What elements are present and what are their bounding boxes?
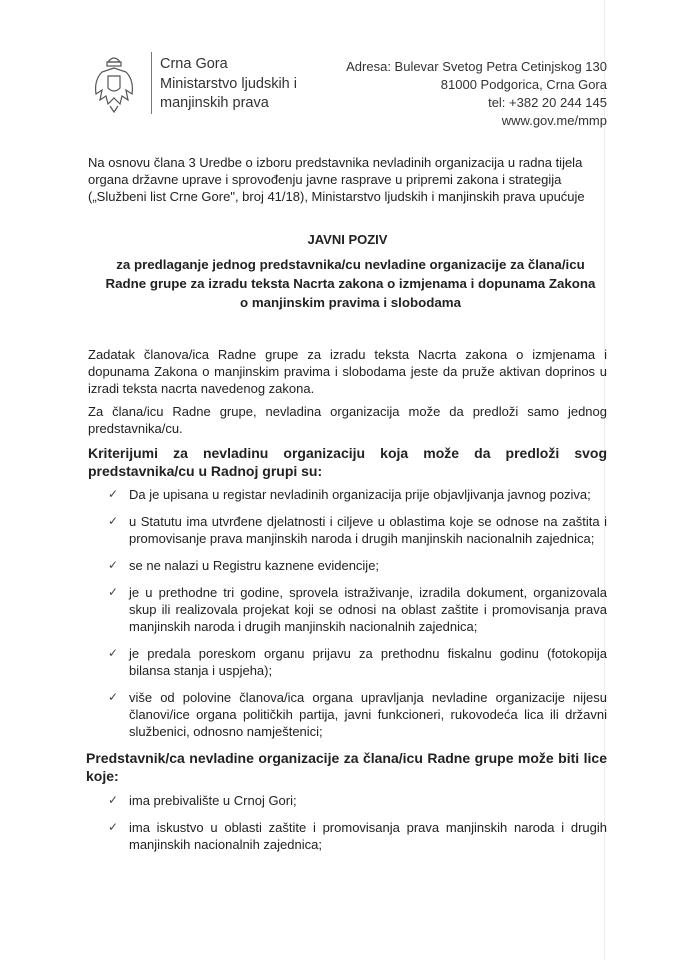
rep-criteria-item: ✓ ima iskustvo u oblasti zaštite i promovisanja prava manjinskih naroda i drugih manjinskih nacionalnih zajednica; [108,820,607,852]
header-divider [151,52,152,114]
representative-heading: Predstavnik/ca nevladine organizacije za člana/icu Radne grupe može biti lice koje: [86,750,607,784]
nomination-paragraph: Za člana/icu Radne grupe, nevladina organizacija može da predloži samo jednog predstavnika/cu. [88,404,607,436]
criteria-heading: Kriterijumi za nevladinu organizaciju koja može da predloži svog predstavnika/cu u Radnoj grupi su: [88,445,607,479]
checkmark-icon: ✓ [108,820,119,834]
address-line: 81000 Podgorica, Crna Gora [440,77,607,92]
checkmark-icon: ✓ [108,487,119,501]
criteria-item: ✓ Da je upisana u registar nevladinih organizacija prije objavljivanja javnog poziva; [108,487,591,502]
criteria-item: ✓ više od polovine članova/ica organa upravljanja nevladine organizacije nijesu članovi/ice organa političkih partija, javni funkcioneri, rukovodeća lica ili državni službenici, odnosno namještenici; [108,690,607,739]
ministry-name [160,55,297,114]
checkmark-icon: ✓ [108,646,119,660]
checkmark-icon: ✓ [108,514,119,528]
document-title: JAVNI POZIV [307,232,388,247]
task-paragraph: Zadatak članova/ica Radne grupe za izradu teksta Nacrta zakona o izmjenama i dopunama Zakona o manjinskim pravima i slobodama jeste da pruže aktivan doprinos u izradi teksta nacrta navedenog zakona. [88,347,607,396]
coat-of-arms-logo [92,52,136,114]
checkmark-icon: ✓ [108,558,119,572]
document-body [88,154,607,853]
org-line: Crna Gora [160,56,228,72]
checkmark-icon: ✓ [108,690,119,704]
criteria-item: ✓ je u prethodne tri godine, sprovela istraživanje, izradila dokument, organizovala skup ili realizovala projekat koji se odnosi na oblast zaštite i promovisanja prava manjinskih naroda i drugih manjinskih nacionalnih zajednica; [108,585,607,634]
address-line: Adresa: Bulevar Svetog Petra Cetinjskog 130 [346,59,607,74]
intro-paragraph: Na osnovu člana 3 Uredbe o izboru predstavnika nevladinih organizacija u radna tijela organa državne uprave i sprovođenju javne rasprave u pripremi zakona i strategija („Službeni list Crne Gore", broj 41/18), Ministarstvo ljudskih i manjinskih prava upućuje [88,155,585,204]
document-subtitle: za predlaganje jednog predstavnika/cu nevladine organizacije za člana/icu Radne grupe za izradu teksta Nacrta zakona o izmjenama i dopunama Zakona o manjinskim pravima i slobodama [105,257,596,310]
rep-criteria-item: ✓ ima prebivalište u Crnoj Gori; [108,793,297,808]
website: www.gov.me/mmp [501,113,607,128]
ministry-address [346,58,607,130]
criteria-item: ✓ je predala poreskom organu prijavu za prethodnu fiskalnu godinu (fotokopija bilansa stanja i uspjeha); [108,646,607,678]
criteria-item: ✓ se ne nalazi u Registru kaznene evidencije; [108,558,380,573]
criteria-item: ✓ u Statutu ima utvrđene djelatnosti i ciljeve u oblastima koje se odnose na zaštita i promovisanje prava manjinskih naroda i drugih manjinskih nacionalnih zajednica; [108,514,607,546]
org-line: manjinskih prava [160,95,269,111]
checkmark-icon: ✓ [108,585,119,599]
checkmark-icon: ✓ [108,793,119,807]
org-line: Ministarstvo ljudskih i [160,75,297,92]
address-line: tel: +382 20 244 145 [488,95,607,110]
